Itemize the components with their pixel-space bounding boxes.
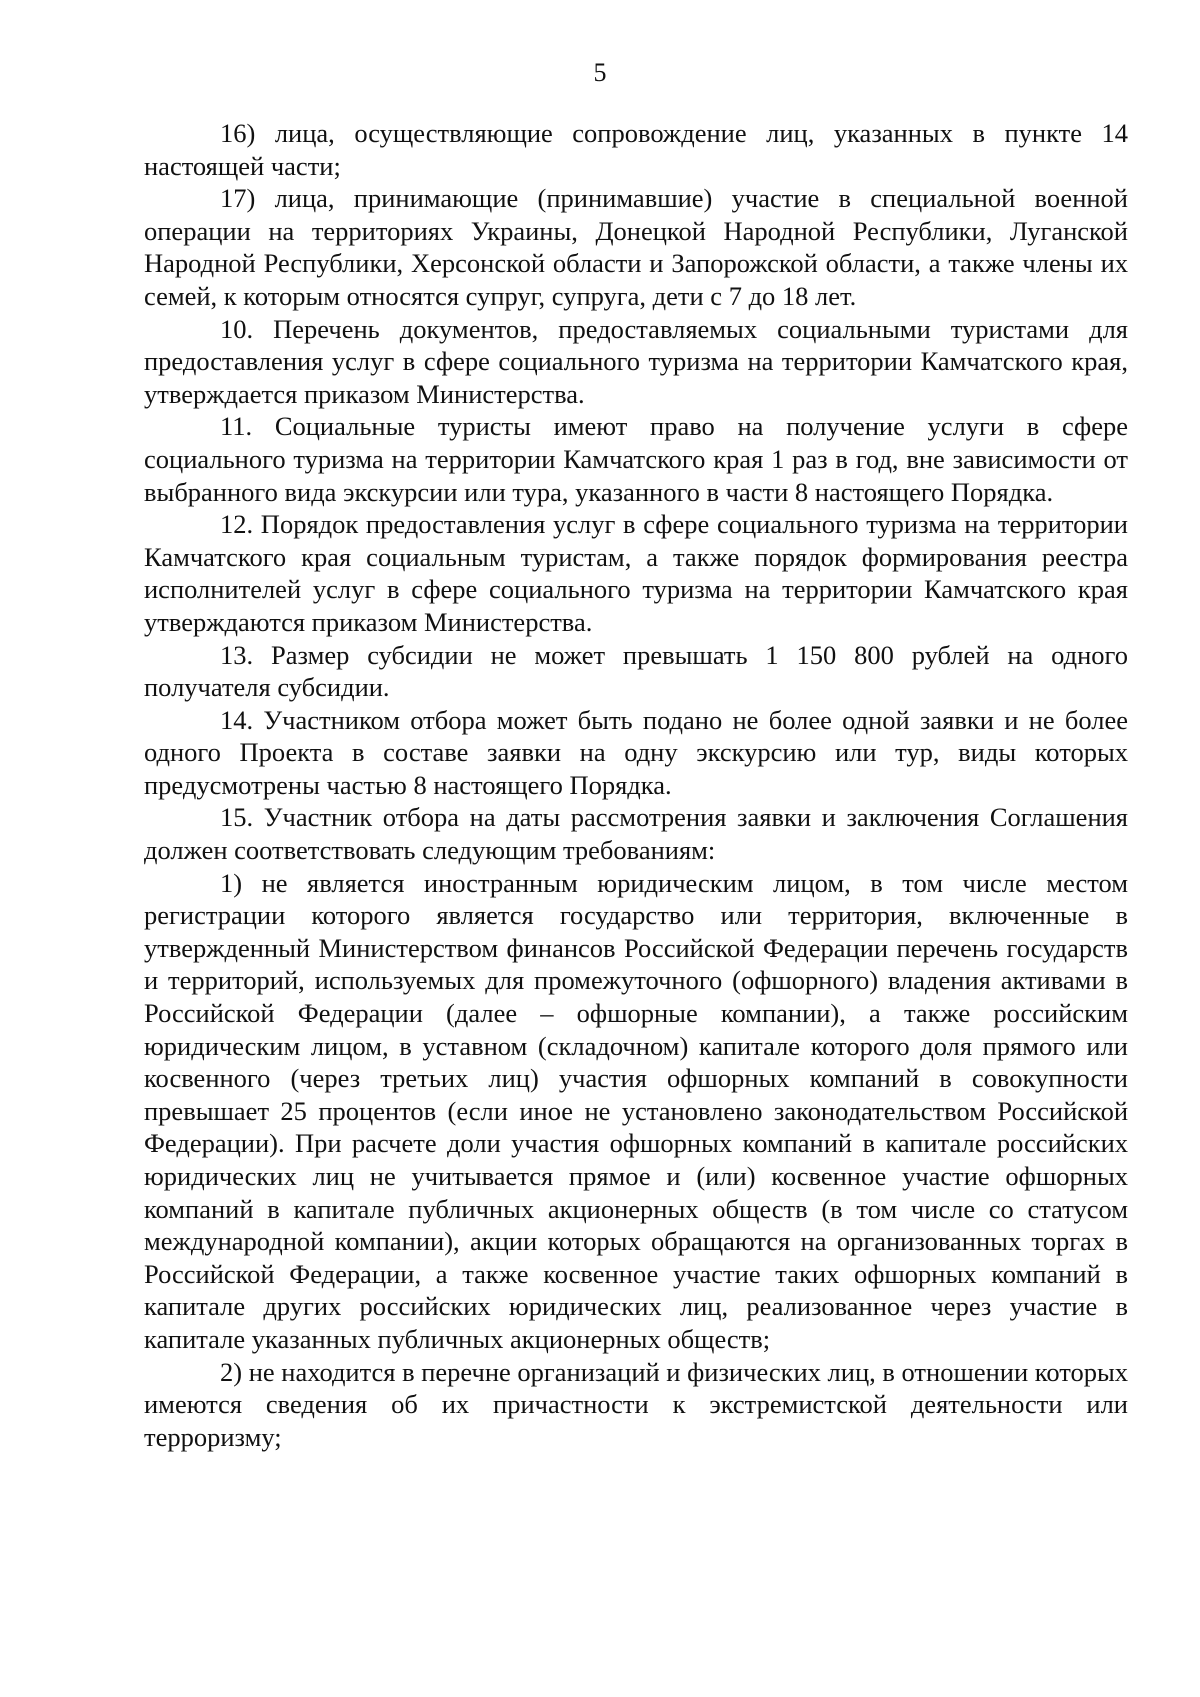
requirement-item-1-offshore: 1) не является иностранным юридическим лицом, в том числе местом регистрации которого является государство или территория, включенные в утвержденный Министерством финансов Российской Федерации перечень государств и территорий, используемых для промежуточного (офшорного) владения активами в Российской Федерации (далее – офшорные компании), а также российским юридическим лицом, в уставном (складочном) капитале которого доля прямого или косвенного (через третьих лиц) участия офшорных компаний в совокупности превышает 25 процентов (если иное не установлено законодательством Российской Федерации). При расчете доли участия офшорных компаний в капитале российских юридических лиц не учитывается прямое и (или) косвенное участие офшорных компаний в капитале публичных акционерных обществ (в том числе со статусом международной компании), акции которых обращаются на организованных торгах в Российской Федерации, а также косвенное участие таких офшорных компаний в капитале других российских юридических лиц, реализованное через участие в капитале указанных публичных акционерных обществ;	[144, 867, 1128, 1354]
paragraph-item-16: 16) лица, осуществляющие сопровождение лиц, указанных в пункте 14 настоящей части;	[144, 118, 1128, 181]
paragraph-item-17: 17) лица, принимающие (принимавшие) участие в специальной военной операции на территориях Украины, Донецкой Народной Республики, Луганской Народной Республики, Херсонской области и Запорожской области, а также члены их семей, к которым относятся супруг, супруга, дети с 7 до 18 лет.	[144, 183, 1128, 311]
paragraph-14-application-limit: 14. Участником отбора может быть подано не более одной заявки и не более одного Проекта в составе заявки на одну экскурсию или тур, виды которых предусмотрены частью 8 настоящего Порядка.	[144, 704, 1128, 800]
paragraph-11-service-frequency: 11. Социальные туристы имеют право на получение услуги в сфере социального туризма на территории Камчатского края 1 раз в год, вне зависимости от выбранного вида экскурсии или тура, указанного в части 8 настоящего Порядка.	[144, 411, 1128, 507]
paragraph-10-documents-list: 10. Перечень документов, предоставляемых социальными туристами для предоставления услуг в сфере социального туризма на территории Камчатского края, утверждается приказом Министерства.	[144, 313, 1128, 409]
page-number: 5	[593, 58, 607, 87]
paragraph-15-participant-requirements: 15. Участник отбора на даты рассмотрения заявки и заключения Соглашения должен соответствовать следующим требованиям:	[144, 802, 1128, 866]
requirement-item-2-extremism: 2) не находится в перечне организаций и физических лиц, в отношении которых имеются сведения об их причастности к экстремистской деятельности или терроризму;	[144, 1356, 1129, 1452]
paragraph-12-service-procedure: 12. Порядок предоставления услуг в сфере социального туризма на территории Камчатского края социальным туристам, а также порядок формирования реестра исполнителей услуг в сфере социального туризма на территории Камчатского края утверждаются приказом Министерства.	[144, 509, 1128, 637]
document-body	[144, 117, 1128, 1453]
paragraph-13-subsidy-amount: 13. Размер субсидии не может превышать 1 150 800 рублей на одного получателя субсидии.	[144, 639, 1128, 703]
